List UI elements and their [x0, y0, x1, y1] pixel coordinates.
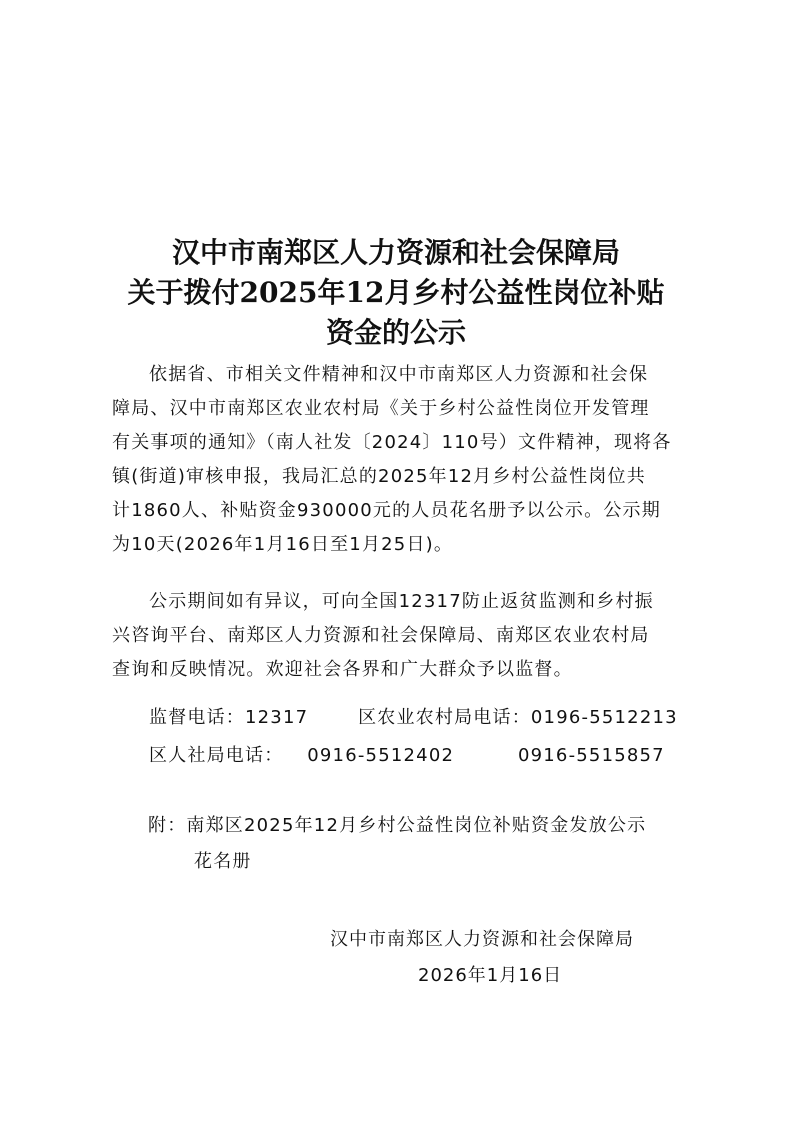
attachment-note: [148, 808, 646, 880]
paragraph-line: 镇(街道)审核申报，我局汇总的2025年12月乡村公益性岗位共: [112, 466, 646, 487]
title-line-2: 关于拨付2025年12月乡村公益性岗位补贴: [127, 276, 665, 309]
paragraph-line: 计1860人、补贴资金930000元的人员花名册予以公示。公示期: [112, 500, 661, 521]
paragraph-line: 为10天(2026年1月16日至1月25日)。: [112, 534, 454, 555]
paragraph-line: 依据省、市相关文件精神和汉中市南郑区人力资源和社会保: [149, 364, 649, 385]
document-title: [0, 233, 792, 353]
hrss-phone-label: 区人社局电话：: [149, 745, 284, 766]
paragraph-line: 障局、汉中市南郑区农业农村局《关于乡村公益性岗位开发管理: [112, 398, 650, 419]
attachment-line-2: 花名册: [194, 851, 252, 872]
title-line-1: 汉中市南郑区人力资源和社会保障局: [171, 236, 620, 269]
attachment-line-1: 附：南郑区2025年12月乡村公益性岗位补贴资金发放公示: [148, 815, 647, 836]
signature-date: 2026年1月16日: [418, 965, 563, 986]
paragraph-objection: [112, 585, 702, 687]
paragraph-line: 有关事项的通知》（南人社发〔2024〕110号）文件精神，现将各: [112, 432, 672, 453]
contact-line-1: [149, 703, 678, 729]
paragraph-line: 公示期间如有异议，可向全国12317防止返贫监测和乡村振: [149, 591, 654, 612]
agri-bureau-phone: 区农业农村局电话：0196-5512213: [358, 707, 678, 728]
title-line-3: 资金的公示: [325, 316, 466, 349]
paragraph-line: 兴咨询平台、南郑区人力资源和社会保障局、南郑区农业农村局: [112, 625, 650, 646]
hrss-phone-1: 0916-5512402: [307, 745, 455, 766]
paragraph-basis: [112, 358, 702, 562]
hrss-phone-2: 0916-5515857: [517, 745, 665, 766]
signature-organization: 汉中市南郑区人力资源和社会保障局: [330, 929, 634, 950]
supervision-phone: 监督电话：12317: [149, 707, 309, 728]
paragraph-line: 查询和反映情况。欢迎社会各界和广大群众予以监督。: [112, 659, 573, 680]
contact-line-2: [149, 741, 665, 767]
